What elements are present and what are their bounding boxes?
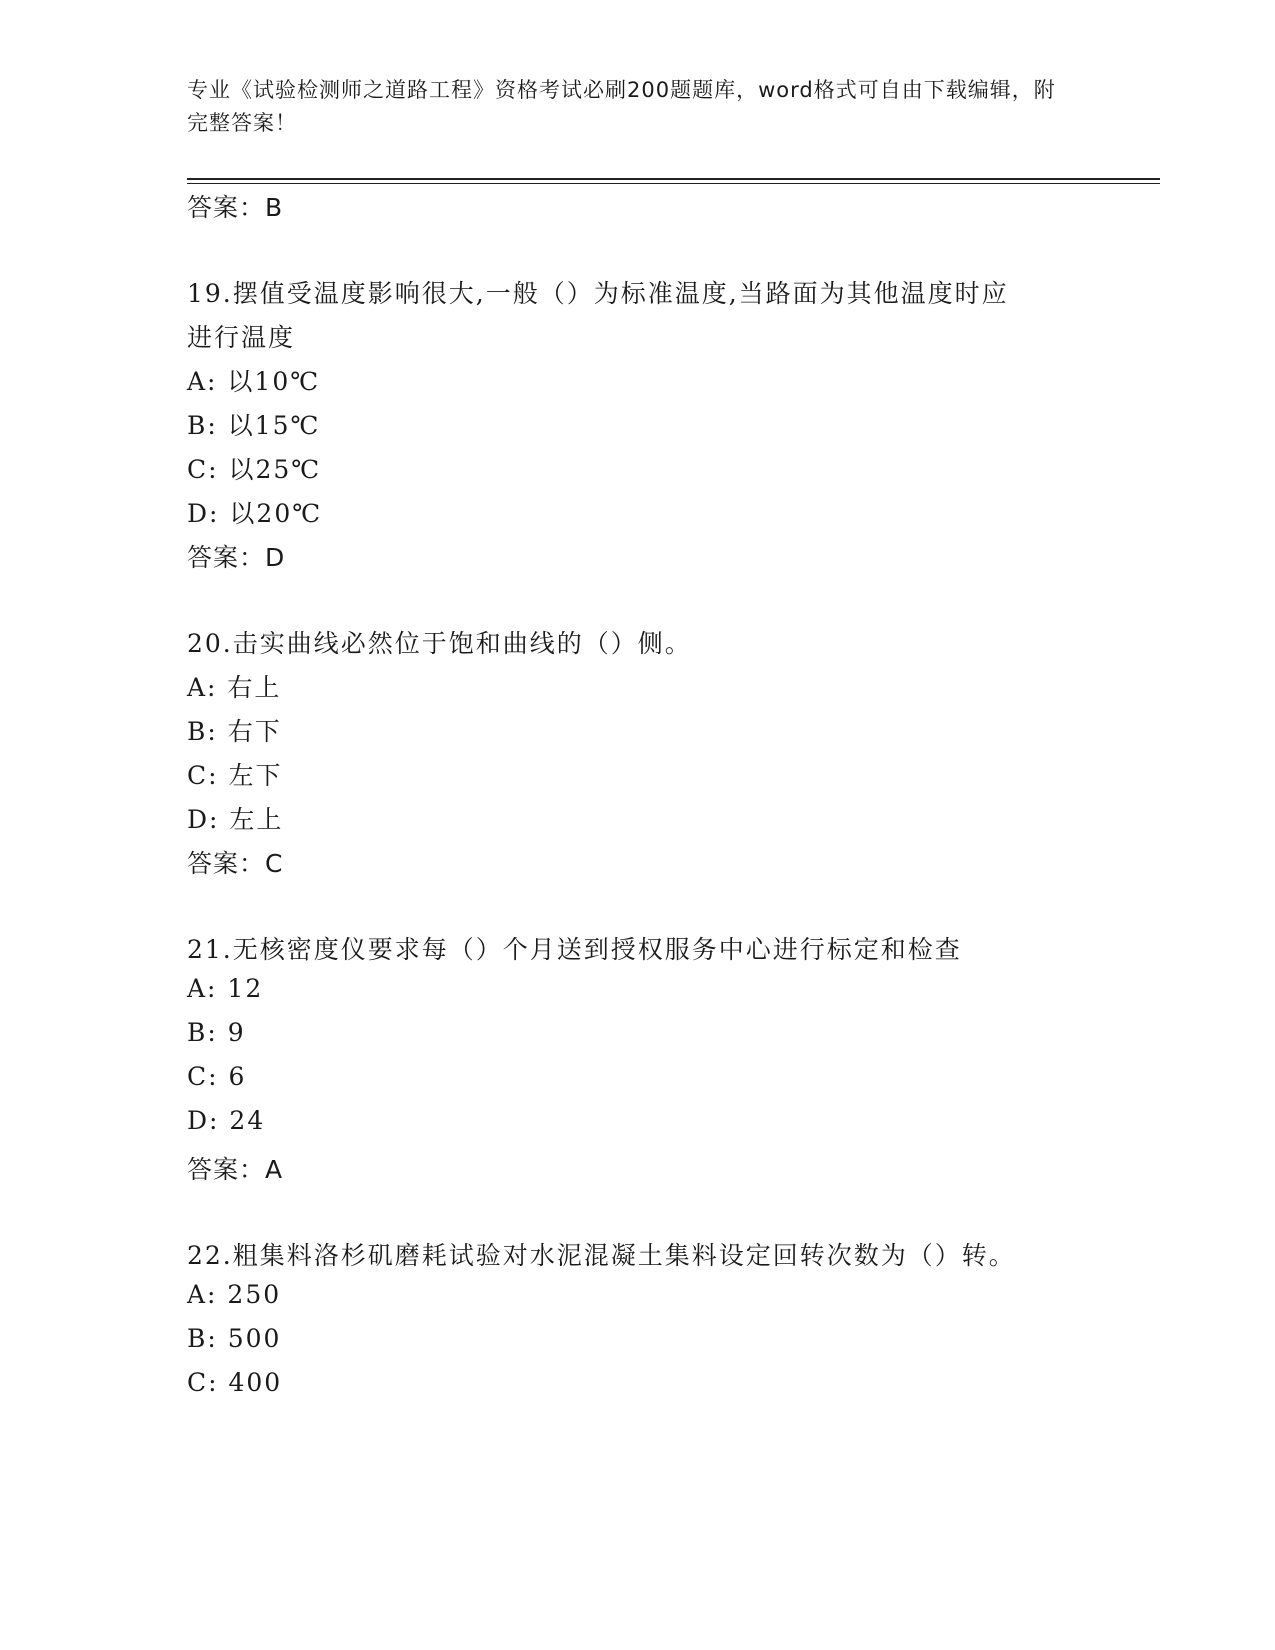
question-19-option-c: C: 以25℃ [187,455,322,484]
question-19-text: 19.摆值受温度影响很大,一般（）为标准温度,当路面为其他温度时应 [187,279,1009,308]
question-21-option-a: A: 12 [187,974,264,1003]
question-20-option-a: A: 右上 [187,673,282,702]
question-19-option-d: D: 以20℃ [187,499,323,528]
question-22-text: 22.粗集料洛杉矶磨耗试验对水泥混凝土集料设定回转次数为（）转。 [187,1241,1016,1270]
header-divider [187,178,1160,184]
question-19-option-a: A: 以10℃ [187,367,321,396]
answer-18: 答案：B [187,193,284,222]
question-22-option-c: C: 400 [187,1368,283,1397]
question-21-option-c: C: 6 [187,1062,247,1091]
question-20-option-d: D: 左上 [187,805,284,834]
question-20-text: 20.击实曲线必然位于饱和曲线的（）侧。 [187,629,692,658]
document-header: 专业《试验检测师之道路工程》资格考试必刷200题题库，word格式可自由下载编辑，附完整答案！ [187,78,1056,135]
question-21-text: 21.无核密度仪要求每（）个月送到授权服务中心进行标定和检查 [187,935,962,964]
question-21-option-b: B: 9 [187,1018,246,1047]
question-20-option-c: C: 左下 [187,761,283,790]
question-21-option-d: D: 24 [187,1106,266,1135]
question-22-option-b: B: 500 [187,1324,282,1353]
question-22-option-a: A: 250 [187,1280,282,1309]
answer-20: 答案：C [187,849,284,878]
answer-19: 答案：D [187,543,286,572]
answer-21: 答案：A [187,1155,284,1184]
question-19-option-b: B: 以15℃ [187,411,321,440]
question-20-option-b: B: 右下 [187,717,282,746]
question-19-text-cont: 进行温度 [187,323,296,352]
